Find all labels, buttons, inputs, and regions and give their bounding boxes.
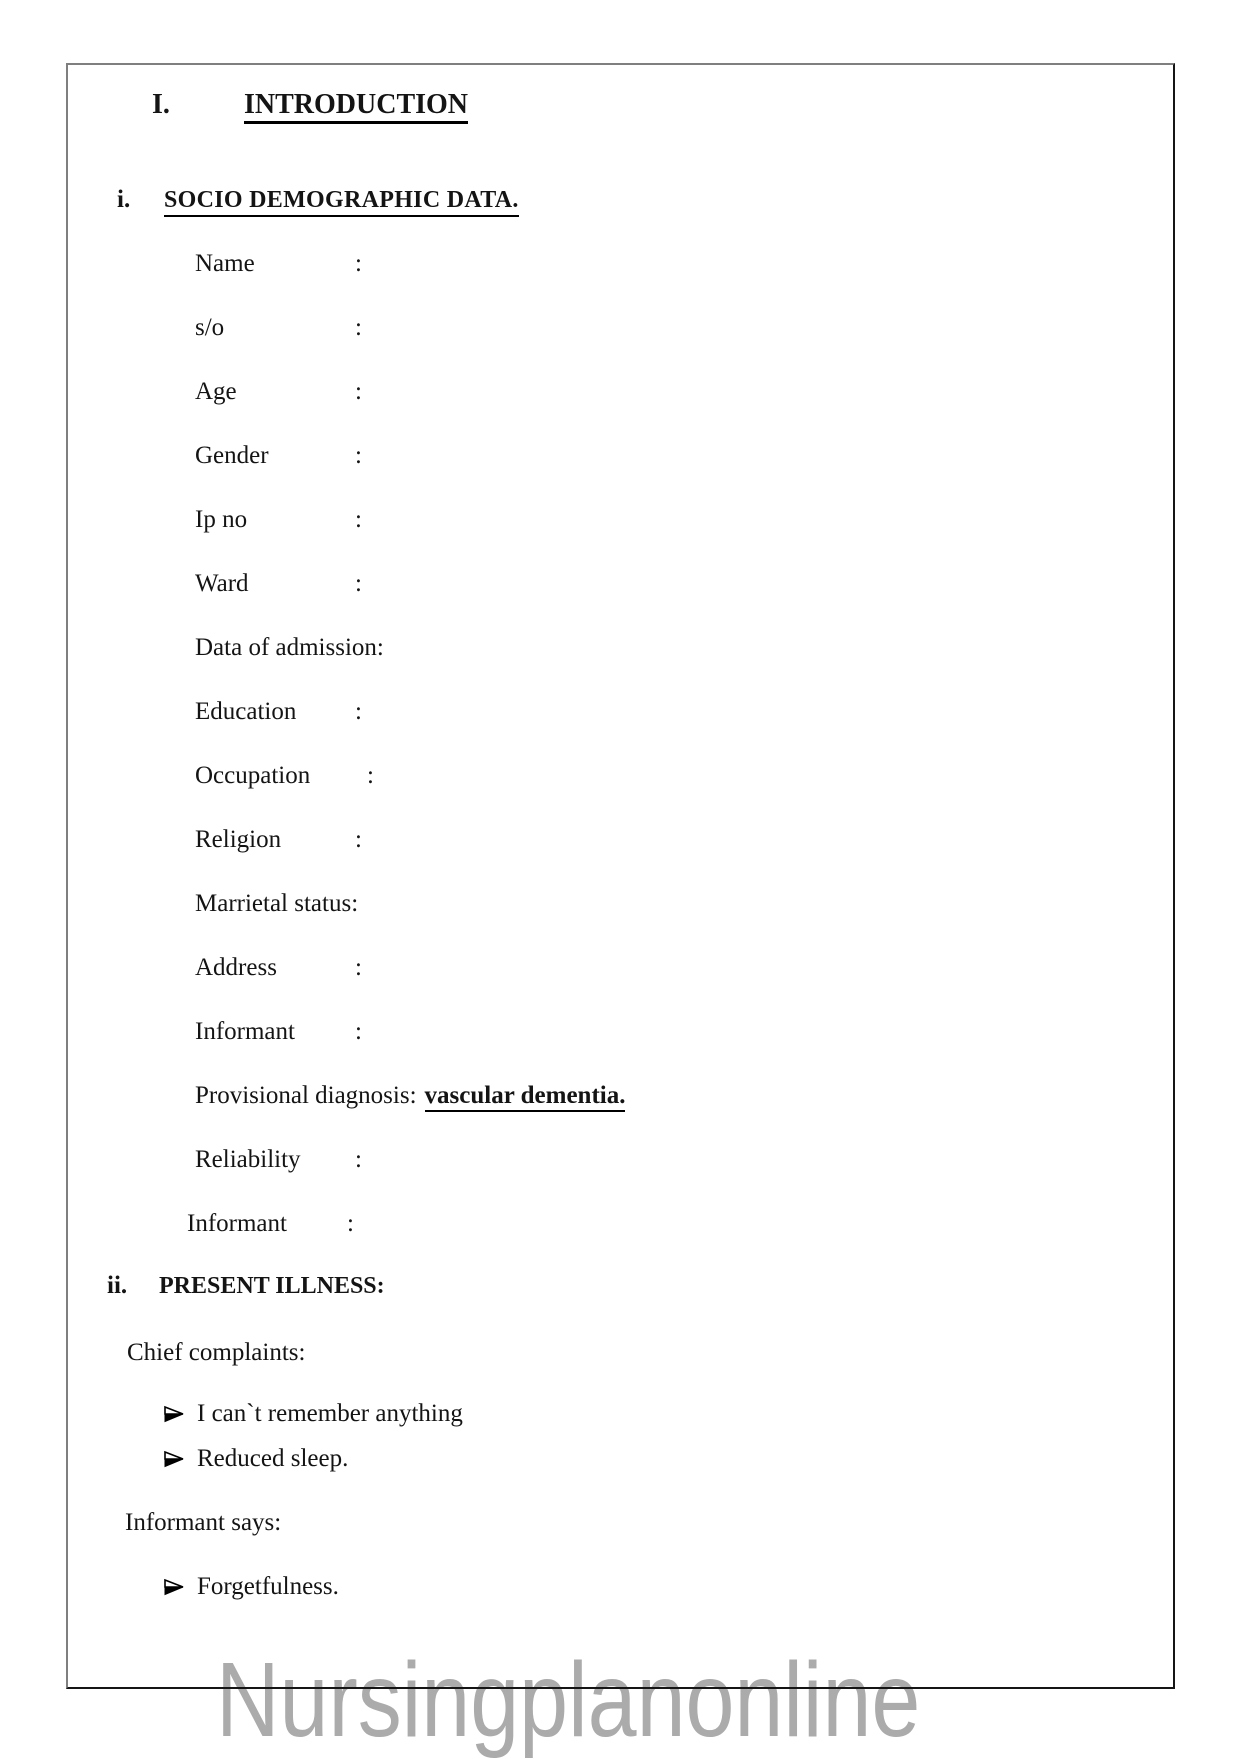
field-label: Age [195,378,237,405]
form-row-informant [195,1000,625,1064]
field-colon: : [355,954,362,981]
field-colon: : [355,442,362,469]
section-heading-present-illness [107,1271,385,1301]
list-item-text: Reduced sleep. [197,1445,349,1472]
field-label: Marrietal status: [195,890,359,917]
list-item-text: Forgetfulness. [197,1573,339,1600]
list-item [164,1571,339,1603]
arrowhead-bullet-icon [164,1450,185,1468]
section-title: SOCIO DEMOGRAPHIC DATA. [164,187,519,217]
field-label: Address [195,954,277,981]
list-item-text: I can`t remember anything [197,1400,463,1427]
field-colon: : [355,570,362,597]
form-row-so [195,296,625,360]
form-row-education [195,680,625,744]
chief-complaints-heading: Chief complaints: [127,1339,306,1366]
form-row-date-of-admission [195,616,625,680]
field-label: Gender [195,442,269,469]
form-row-religion [195,808,625,872]
field-label: Occupation [195,762,311,789]
field-label: Education [195,698,297,725]
field-colon: : [355,378,362,405]
form-row-name [195,232,625,296]
field-colon: : [367,762,374,789]
field-label: Ward [195,570,249,597]
field-label: Reliability [195,1146,301,1173]
form-row-age [195,360,625,424]
form-row-occupation [195,744,625,808]
form-row-reliability [195,1128,625,1192]
field-colon: : [355,1146,362,1173]
field-colon: : [347,1210,354,1237]
form-row-informant-2 [187,1192,625,1256]
field-label: Informant [195,1018,295,1045]
section-title: PRESENT ILLNESS: [159,1273,385,1299]
section-number: ii. [107,1272,128,1299]
document-title [152,87,468,123]
informant-says-heading: Informant says: [125,1509,282,1536]
field-label: s/o [195,314,225,341]
form-row-address [195,936,625,1000]
field-colon: : [355,506,362,533]
field-label: Name [195,250,255,277]
field-colon: : [355,698,362,725]
document-page [66,63,1175,1689]
form-row-gender [195,424,625,488]
list-item [164,1398,463,1430]
field-label: Provisional diagnosis: [195,1082,417,1109]
document-title-text: INTRODUCTION [244,89,468,124]
form-row-ward [195,552,625,616]
form-row-marital-status [195,872,625,936]
diagnosis-value: vascular dementia. [425,1082,626,1112]
arrowhead-bullet-icon [164,1578,185,1596]
field-label: Informant [187,1210,287,1237]
field-label: Data of admission: [195,634,384,661]
field-label: Ip no [195,506,248,533]
form-row-ip-no [195,488,625,552]
section-heading-socio-demographic [117,185,519,215]
watermark-text: Nursingplanonline [216,1641,921,1759]
arrowhead-bullet-icon [164,1405,185,1423]
field-colon: : [355,314,362,341]
list-item [164,1443,348,1475]
section-number: i. [117,186,131,213]
document-title-number: I. [152,89,170,120]
field-colon: : [355,1018,362,1045]
form-row-provisional-diagnosis [195,1064,625,1128]
field-label: Religion [195,826,282,853]
field-colon: : [355,826,362,853]
field-colon: : [355,250,362,277]
socio-demographic-form [187,232,626,1256]
